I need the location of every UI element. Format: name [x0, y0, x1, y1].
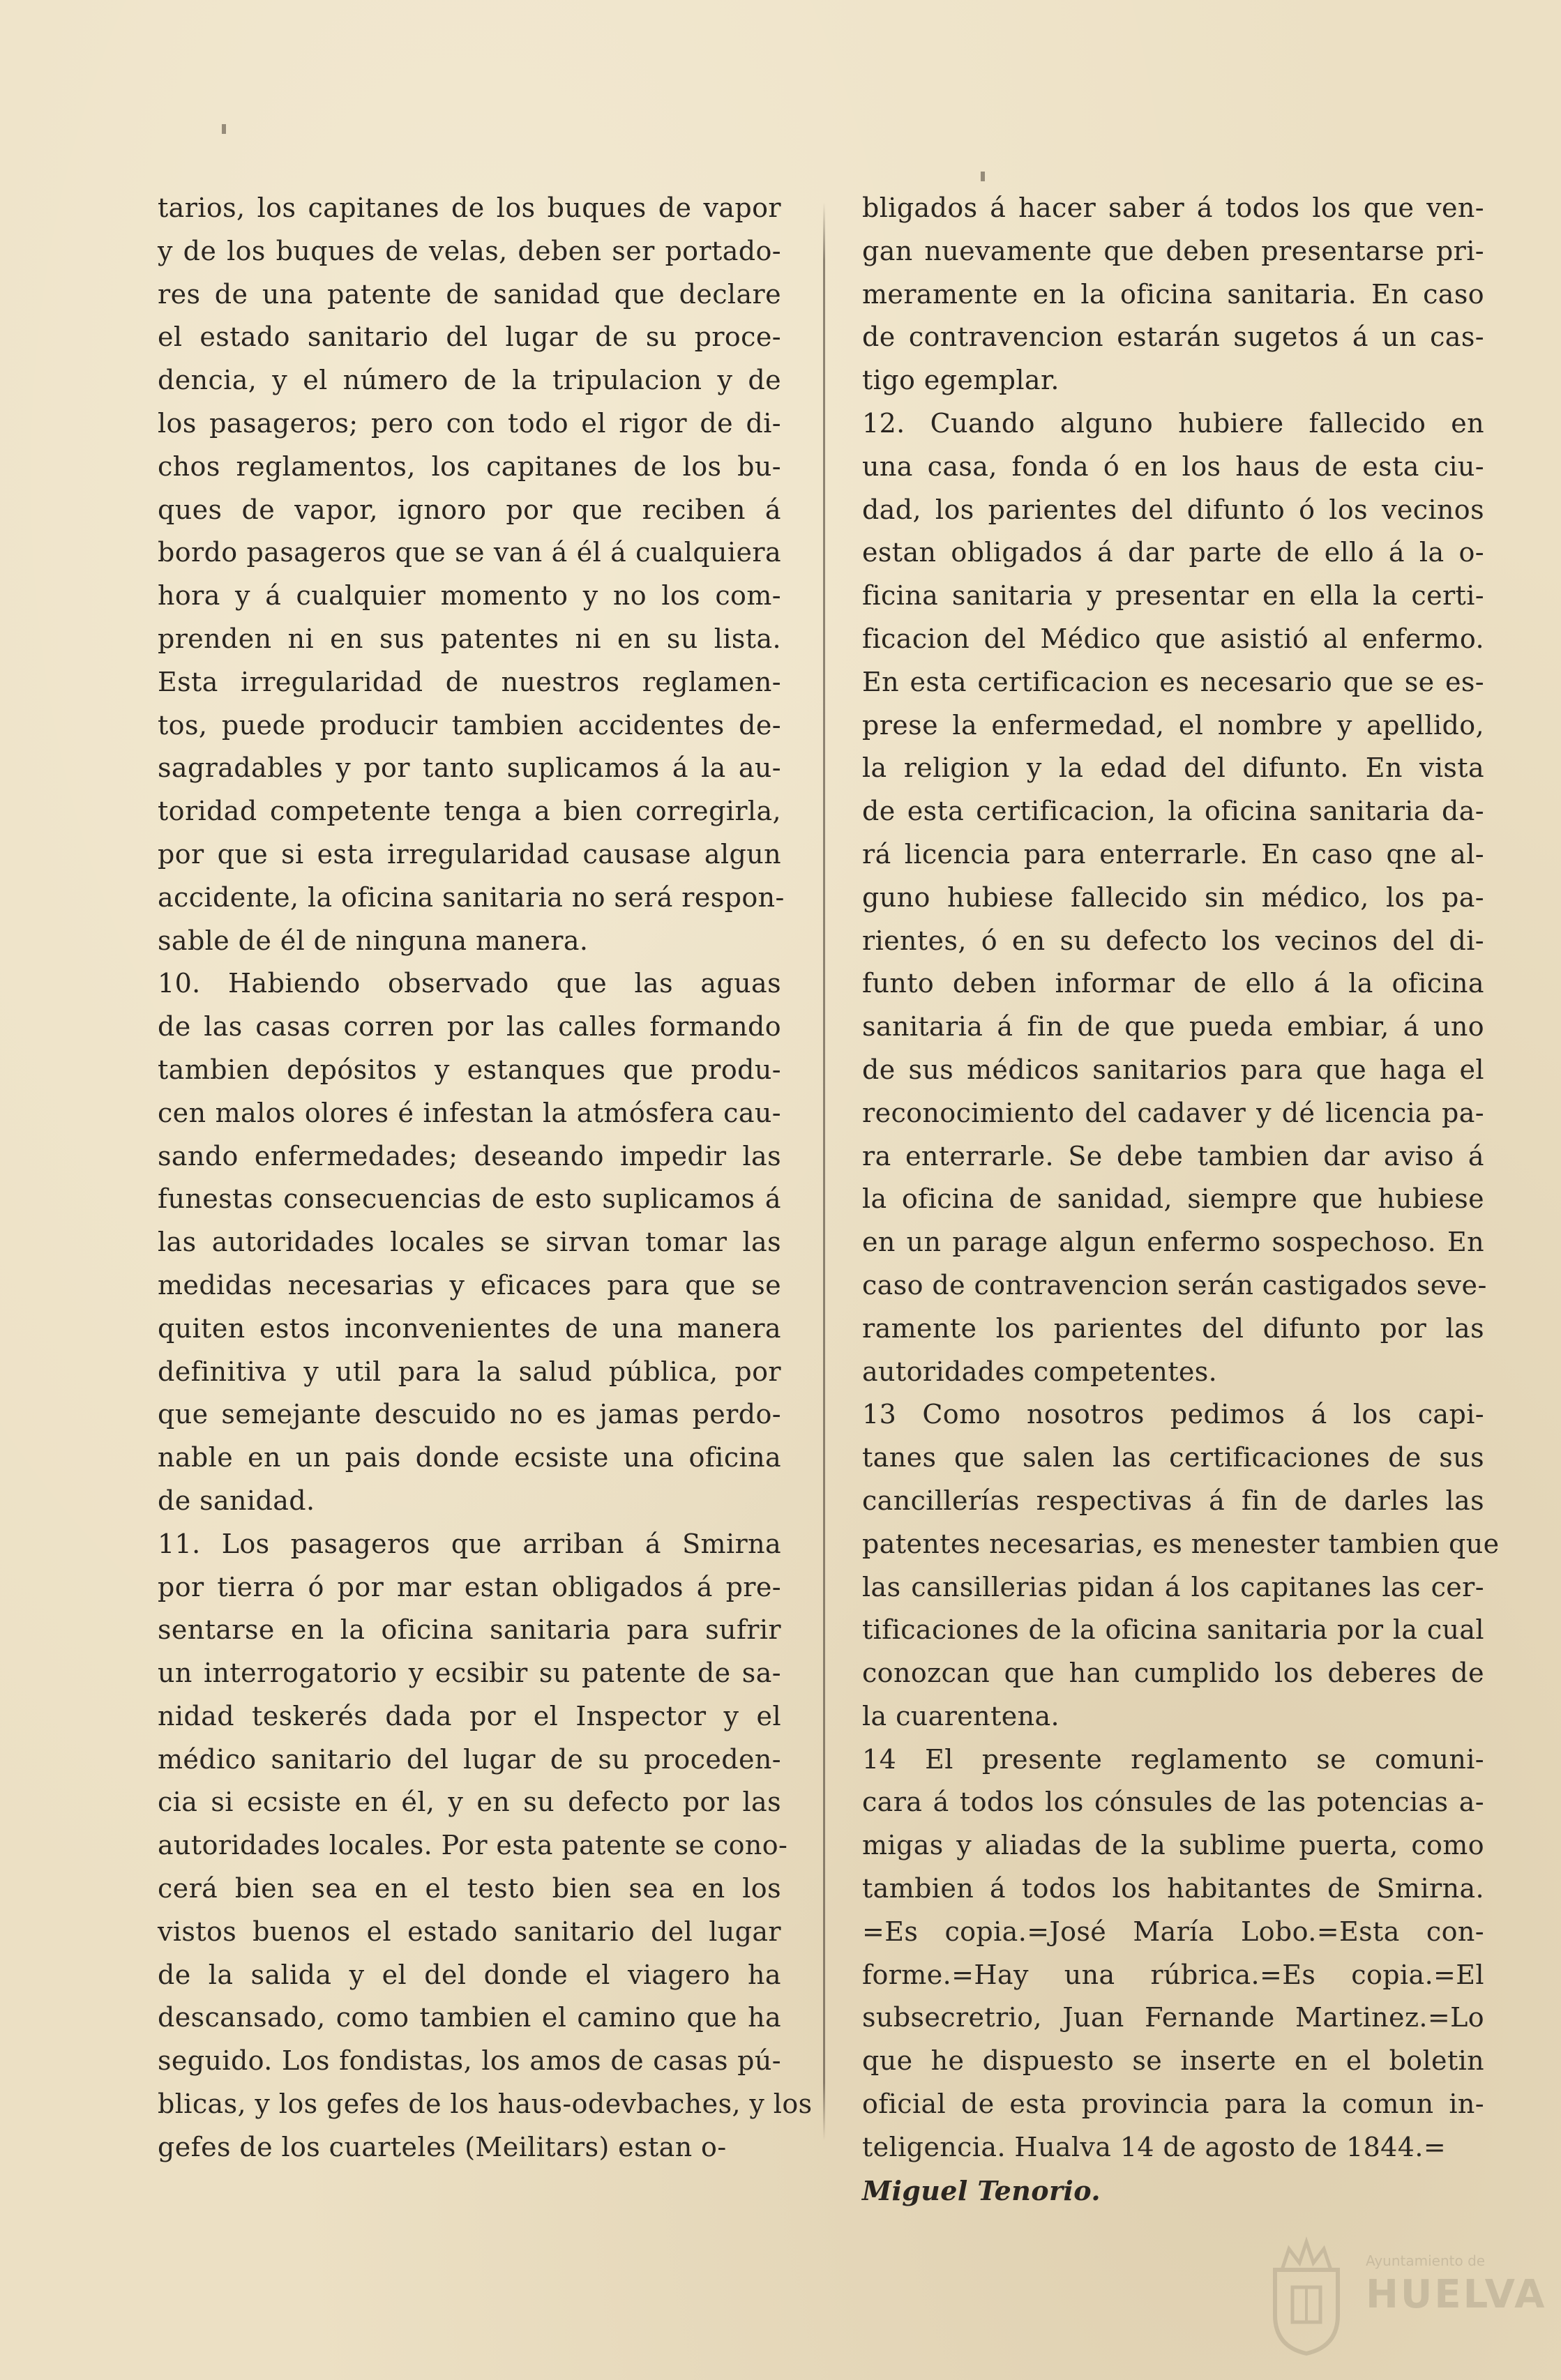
text-line: bordo pasageros que se van á él á cualquiera [158, 537, 781, 568]
text-line: bligados á hacer saber á todos los que ven- [862, 192, 1484, 223]
text-line: tificaciones de la oficina sanitaria por la cual [862, 1614, 1484, 1646]
text-line: guno hubiese fallecido sin médico, los pa- [862, 881, 1484, 913]
text-line: tarios, los capitanes de los buques de vapor [158, 192, 781, 223]
text-line: en un parage algun enfermo sospechoso. En [862, 1227, 1484, 1258]
text-line: 11. Los pasageros que arriban á Smirna [158, 1528, 781, 1559]
text-line: cerá bien sea en el testo bien sea en los [158, 1873, 781, 1904]
text-line: que semejante descuido no es jamas perdo- [158, 1399, 781, 1430]
text-line: ficina sanitaria y presentar en ella la certi- [862, 580, 1484, 612]
text-line: ra enterrarle. Se debe tambien dar aviso á [862, 1140, 1484, 1172]
text-line: por que si esta irregularidad causase algun [158, 838, 781, 870]
text-line: las cansillerias pidan á los capitanes las cer- [862, 1571, 1484, 1602]
text-line: rá licencia para enterrarle. En caso qne al- [862, 838, 1484, 870]
text-line: seguido. Los fondistas, los amos de casas pú- [158, 2045, 781, 2077]
text-line: la religion y la edad del difunto. En vista [862, 752, 1484, 784]
watermark-caption: Ayuntamiento de [1366, 2252, 1486, 2269]
text-line: funestas consecuencias de esto suplicamos á [158, 1183, 781, 1215]
text-line: de contravencion estarán sugetos á un cas- [862, 321, 1484, 353]
watermark-name: HUELVA [1366, 2272, 1547, 2317]
text-line: forme.=Hay una rúbrica.=Es copia.=El [862, 1959, 1484, 1990]
text-line: sanitaria á fin de que pueda embiar, á uno [862, 1011, 1484, 1043]
text-line: de la salida y el del donde el viagero ha [158, 1959, 781, 1990]
text-line: ficacion del Médico que asistió al enfermo. [862, 623, 1484, 654]
text-line: prese la enfermedad, el nombre y apellido, [862, 709, 1484, 741]
text-line: 12. Cuando alguno hubiere fallecido en [862, 407, 1484, 439]
text-line: hora y á cualquier momento y no los com- [158, 580, 781, 612]
text-line: gefes de los cuarteles (Meilitars) estan o- [158, 2131, 727, 2162]
text-line: dencia, y el número de la tripulacion y de [158, 365, 781, 396]
text-line: oficial de esta provincia para la comun in- [862, 2089, 1484, 2120]
text-line: de las casas corren por las calles formando [158, 1011, 781, 1043]
text-line: la cuarentena. [862, 1700, 1059, 1731]
text-line: En esta certificacion es necesario que se es- [862, 666, 1484, 697]
text-line: dad, los parientes del difunto ó los vecinos [862, 494, 1484, 525]
text-line: chos reglamentos, los capitanes de los bu- [158, 450, 781, 482]
right-text-column [862, 187, 1500, 2212]
ink-speck [981, 172, 985, 181]
left-text-column [158, 187, 813, 2169]
city-crest-icon [1261, 2231, 1352, 2357]
text-line: ramente los parientes del difunto por las [862, 1312, 1484, 1344]
text-line: un interrogatorio y ecsibir su patente de sa- [158, 1658, 781, 1689]
text-line: el estado sanitario del lugar de su proce- [158, 321, 781, 353]
text-line: tambien depósitos y estanques que produ- [158, 1054, 781, 1085]
text-line: patentes necesarias, es menester tambien que [862, 1528, 1500, 1559]
text-line: tos, puede producir tambien accidentes de- [158, 709, 781, 741]
text-line: tanes que salen las certificaciones de sus [862, 1442, 1484, 1473]
text-line: caso de contravencion serán castigados seve- [862, 1269, 1487, 1301]
text-line: cara á todos los cónsules de las potencias a- [862, 1787, 1484, 1818]
text-line: vistos buenos el estado sanitario del lugar [158, 1916, 781, 1947]
text-line: accidente, la oficina sanitaria no será respon- [158, 881, 785, 913]
text-line: autoridades locales. Por esta patente se cono- [158, 1830, 788, 1861]
text-line: sable de él de ninguna manera. [158, 925, 589, 956]
text-line: conozcan que han cumplido los deberes de [862, 1658, 1484, 1689]
text-line: de sus médicos sanitarios para que haga el [862, 1054, 1484, 1085]
text-line: subsecretrio, Juan Fernande Martinez.=Lo [862, 2002, 1484, 2033]
text-line: definitiva y util para la salud pública, por [158, 1356, 781, 1387]
text-line: rientes, ó en su defecto los vecinos del di- [862, 925, 1484, 956]
text-line: de sanidad. [158, 1485, 315, 1516]
text-line: teligencia. Hualva 14 de agosto de 1844.= [862, 2131, 1447, 2162]
text-line: autoridades competentes. [862, 1356, 1218, 1387]
text-line: nable en un pais donde ecsiste una oficina [158, 1442, 781, 1473]
text-line: y de los buques de velas, deben ser portado- [158, 235, 781, 266]
text-line: ques de vapor, ignoro por que reciben á [158, 494, 781, 525]
ink-speck [222, 124, 226, 134]
text-line: sando enfermedades; deseando impedir las [158, 1140, 781, 1172]
text-line: una casa, fonda ó en los haus de esta ciu- [862, 450, 1484, 482]
text-line: 13 Como nosotros pedimos á los capi- [862, 1399, 1484, 1430]
text-line: Esta irregularidad de nuestros reglamen- [158, 666, 781, 697]
text-line: cia si ecsiste en él, y en su defecto por las [158, 1787, 781, 1818]
text-line: de esta certificacion, la oficina sanitaria da- [862, 796, 1484, 827]
text-line: por tierra ó por mar estan obligados á pre- [158, 1571, 781, 1602]
text-line: las autoridades locales se sirvan tomar las [158, 1227, 781, 1258]
text-line: meramente en la oficina sanitaria. En caso [862, 278, 1484, 310]
text-line: la oficina de sanidad, siempre que hubiese [862, 1183, 1484, 1215]
text-line: quiten estos inconvenientes de una manera [158, 1312, 781, 1344]
text-line: estan obligados á dar parte de ello á la o- [862, 537, 1484, 568]
text-line: que he dispuesto se inserte en el boletin [862, 2045, 1484, 2077]
text-line: prenden ni en sus patentes ni en su lista. [158, 623, 781, 654]
text-line: =Es copia.=José María Lobo.=Esta con- [862, 1916, 1484, 1947]
text-line: reconocimiento del cadaver y dé licencia pa- [862, 1097, 1484, 1128]
text-line: médico sanitario del lugar de su proceden- [158, 1743, 781, 1775]
signature-line: Miguel Tenorio. [862, 2174, 1101, 2206]
text-line: nidad teskerés dada por el Inspector y el [158, 1700, 781, 1731]
text-line: 14 El presente reglamento se comuni- [862, 1743, 1484, 1775]
text-line: los pasageros; pero con todo el rigor de di- [158, 407, 781, 439]
text-line: toridad competente tenga a bien corregirla, [158, 796, 781, 827]
text-line: tambien á todos los habitantes de Smirna. [862, 1873, 1484, 1904]
text-line: cen malos olores é infestan la atmósfera cau- [158, 1097, 781, 1128]
text-line: sentarse en la oficina sanitaria para sufrir [158, 1614, 781, 1646]
text-line: cancillerías respectivas á fin de darles las [862, 1485, 1484, 1516]
text-line: migas y aliadas de la sublime puerta, como [862, 1830, 1484, 1861]
text-line: res de una patente de sanidad que declare [158, 278, 781, 310]
text-line: tigo egemplar. [862, 365, 1059, 396]
text-line: sagradables y por tanto suplicamos á la au- [158, 752, 781, 784]
text-line: blicas, y los gefes de los haus-odevbaches, y los [158, 2089, 813, 2120]
watermark-logo [1261, 2231, 1547, 2364]
column-divider [823, 202, 825, 2141]
text-line: descansado, como tambien el camino que ha [158, 2002, 781, 2033]
text-line: funto deben informar de ello á la oficina [862, 968, 1484, 999]
text-line: 10. Habiendo observado que las aguas [158, 968, 781, 999]
text-line: medidas necesarias y eficaces para que se [158, 1269, 781, 1301]
text-line: gan nuevamente que deben presentarse pri- [862, 235, 1484, 266]
